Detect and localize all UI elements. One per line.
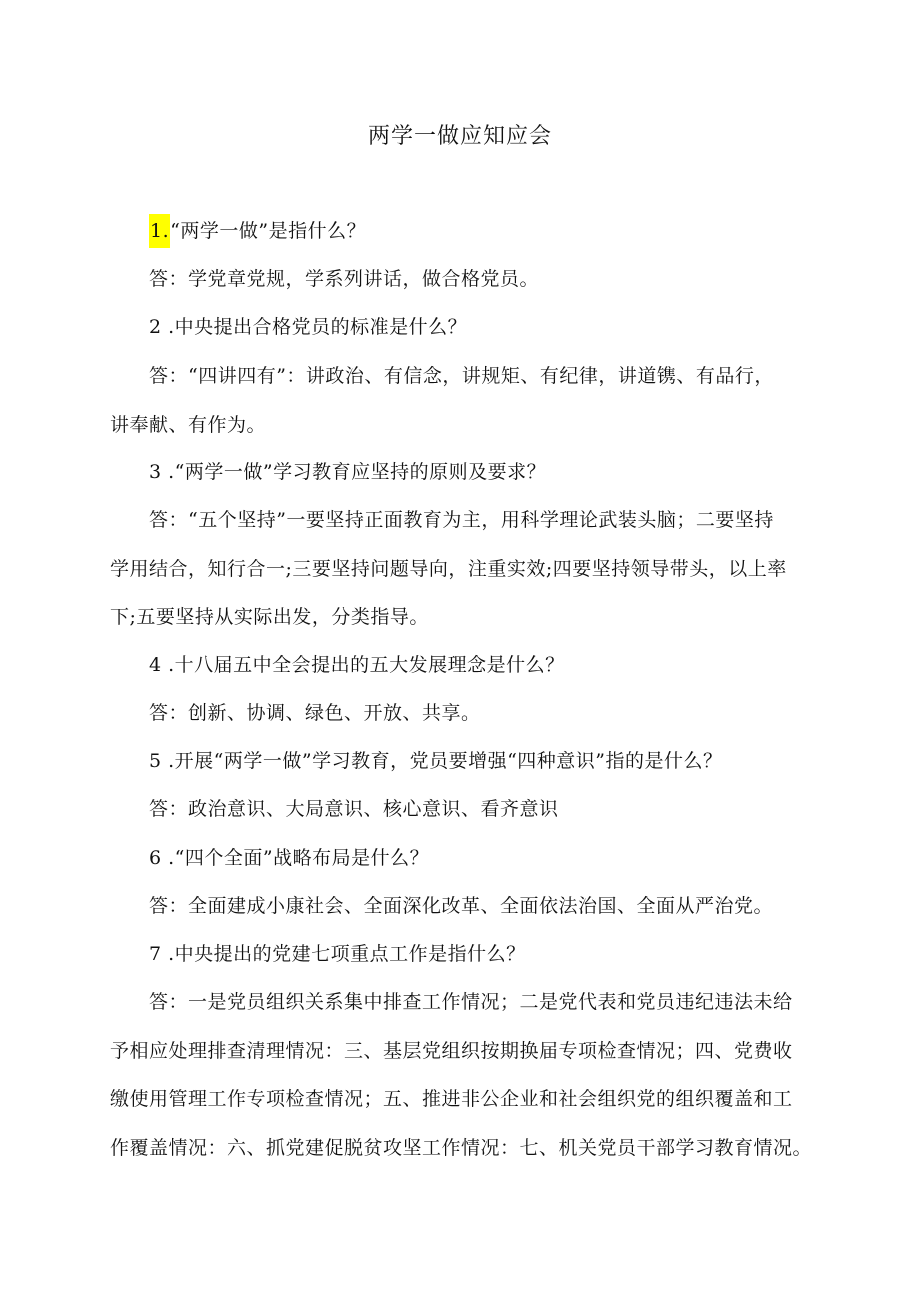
document-title: 两学一做应知应会 bbox=[367, 124, 552, 149]
answer-2 bbox=[110, 352, 826, 449]
answer-6 bbox=[110, 882, 826, 931]
answer-4-text: 答：创新、协调、绿色、开放、共享。 bbox=[149, 702, 481, 724]
answer-7 bbox=[110, 978, 826, 1172]
answer-7-line-1: 答：一是党员组织关系集中排查工作情况；二是党代表和党员违纪违法未给 bbox=[149, 991, 793, 1013]
answer-3-line-1: 答：“五个坚持”一要坚持正面教育为主，用科学理论武装头脑；二要坚持 bbox=[149, 509, 774, 531]
highlighted-number: 1. bbox=[149, 214, 170, 248]
question-6 bbox=[110, 834, 826, 883]
question-7 bbox=[110, 930, 826, 979]
question-1 bbox=[110, 207, 826, 256]
question-4 bbox=[110, 641, 826, 690]
answer-3-line-3: 下;五要坚持从实际出发，分类指导。 bbox=[110, 606, 429, 628]
answer-6-text: 答：全面建成小康社会、全面深化改革、全面依法治国、全面从严治党。 bbox=[149, 895, 774, 917]
question-7-text: 7 .中央提出的党建七项重点工作是指什么？ bbox=[149, 943, 526, 965]
answer-7-line-2: 予相应处理排查清理情况：三、基层党组织按期换届专项检查情况；四、党费收 bbox=[110, 1039, 793, 1062]
question-4-text: 4 .十八届五中全会提出的五大发展理念是什么？ bbox=[149, 654, 565, 676]
answer-5 bbox=[110, 785, 826, 834]
answer-2-line-2: 讲奉献、有作为。 bbox=[110, 413, 267, 436]
answer-2-line-1: 答：“四讲四有”：讲政治、有信念，讲规矩、有纪律，讲道镌、有品行， bbox=[149, 365, 774, 387]
question-5 bbox=[110, 737, 826, 786]
question-3 bbox=[110, 448, 826, 497]
question-2-text: 2 .中央提出合格党员的标准是什么？ bbox=[149, 316, 468, 338]
answer-1-text: 答：学党章党规，学系列讲话，做合格党员。 bbox=[149, 268, 540, 290]
answer-1 bbox=[110, 255, 826, 304]
question-3-text: 3 .“两学一做”学习教育应坚持的原则及要求？ bbox=[149, 461, 547, 483]
question-1-text: “两学一做”是指什么？ bbox=[170, 220, 367, 242]
question-5-text: 5 .开展“两学一做”学习教育，党员要增强“四种意识”指的是什么？ bbox=[149, 750, 723, 772]
question-6-text: 6 .“四个全面”战略布局是什么？ bbox=[149, 847, 430, 869]
answer-5-text: 答：政治意识、大局意识、核心意识、看齐意识 bbox=[149, 798, 559, 820]
answer-7-line-3: 缴使用管理工作专项检查情况；五、推进非公企业和社会组织党的组织覆盖和工 bbox=[110, 1088, 793, 1110]
answer-3 bbox=[110, 496, 826, 642]
question-2 bbox=[110, 303, 826, 352]
answer-7-line-4: 作覆盖情况：六、抓党建促脱贫攻坚工作情况：七、机关党员干部学习教育情况。 bbox=[110, 1136, 813, 1159]
answer-4 bbox=[110, 689, 826, 738]
answer-3-line-2: 学用结合，知行合一;三要坚持问题导向，注重实效;四要坚持领导带头，以上率 bbox=[110, 557, 787, 580]
